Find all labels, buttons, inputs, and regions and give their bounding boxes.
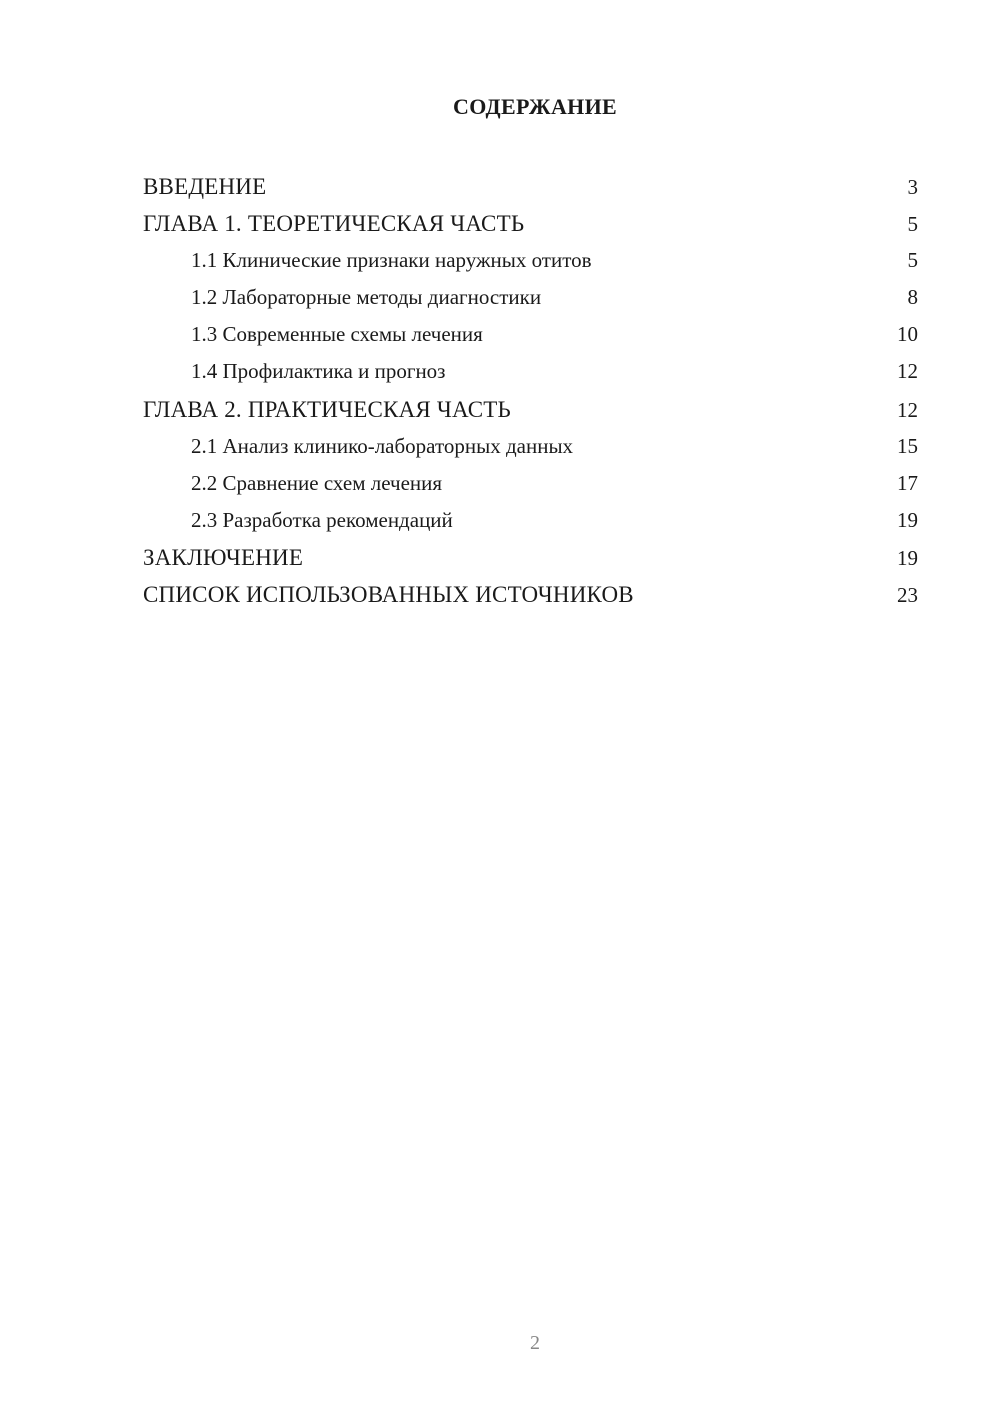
- table-of-contents: [143, 168, 918, 613]
- toc-entry-section-2-2: [143, 465, 918, 502]
- toc-entry-label: 1.4 Профилактика и прогноз: [191, 359, 446, 384]
- toc-entry-section-2-1: [143, 428, 918, 465]
- toc-entry-page: 19: [897, 507, 918, 532]
- toc-entry-page: 12: [897, 359, 918, 384]
- toc-entry-label: 2.2 Сравнение схем лечения: [191, 470, 443, 495]
- toc-entry-page: 23: [897, 583, 918, 608]
- toc-entry-label: СПИСОК ИСПОЛЬЗОВАННЫХ ИСТОЧНИКОВ: [143, 582, 634, 608]
- toc-entry-section-1-2: [143, 279, 918, 316]
- toc-entry-label: 2.1 Анализ клинико-лабораторных данных: [191, 433, 574, 458]
- toc-entry-chapter-2: [143, 391, 918, 428]
- toc-entry-page: 10: [897, 322, 918, 347]
- toc-entry-introduction: [143, 168, 918, 205]
- toc-entry-label: 1.2 Лабораторные методы диагностики: [191, 285, 542, 310]
- toc-entry-label: ВВЕДЕНИЕ: [143, 174, 267, 199]
- toc-entry-page: 5: [907, 248, 918, 273]
- toc-entry-page: 8: [907, 285, 918, 310]
- toc-entry-section-1-4: [143, 353, 918, 390]
- toc-entry-label: 1.1 Клинические признаки наружных отитов: [191, 248, 592, 273]
- toc-entry-section-2-3: [143, 502, 918, 539]
- toc-entry-section-1-3: [143, 316, 918, 353]
- toc-entry-page: 12: [897, 397, 918, 422]
- toc-entry-chapter-1: [143, 205, 918, 242]
- toc-entry-page: 3: [907, 175, 918, 199]
- toc-entry-page: 19: [897, 545, 918, 570]
- toc-entry-conclusion: [143, 539, 918, 576]
- toc-entry-label: ГЛАВА 1. ТЕОРЕТИЧЕСКАЯ ЧАСТЬ: [143, 211, 525, 237]
- toc-entry-page: 5: [907, 212, 918, 237]
- toc-entry-label: ЗАКЛЮЧЕНИЕ: [143, 544, 304, 570]
- toc-entry-page: 17: [897, 470, 918, 495]
- toc-entry-section-1-1: [143, 242, 918, 279]
- toc-entry-label: 1.3 Современные схемы лечения: [191, 322, 483, 347]
- toc-entry-label: ГЛАВА 2. ПРАКТИЧЕСКАЯ ЧАСТЬ: [143, 396, 511, 422]
- page-title: СОДЕРЖАНИЕ: [453, 94, 617, 119]
- page-number: 2: [530, 1332, 540, 1354]
- toc-entry-page: 15: [897, 433, 918, 458]
- toc-entry-references: [143, 576, 918, 613]
- toc-entry-label: 2.3 Разработка рекомендаций: [191, 507, 453, 532]
